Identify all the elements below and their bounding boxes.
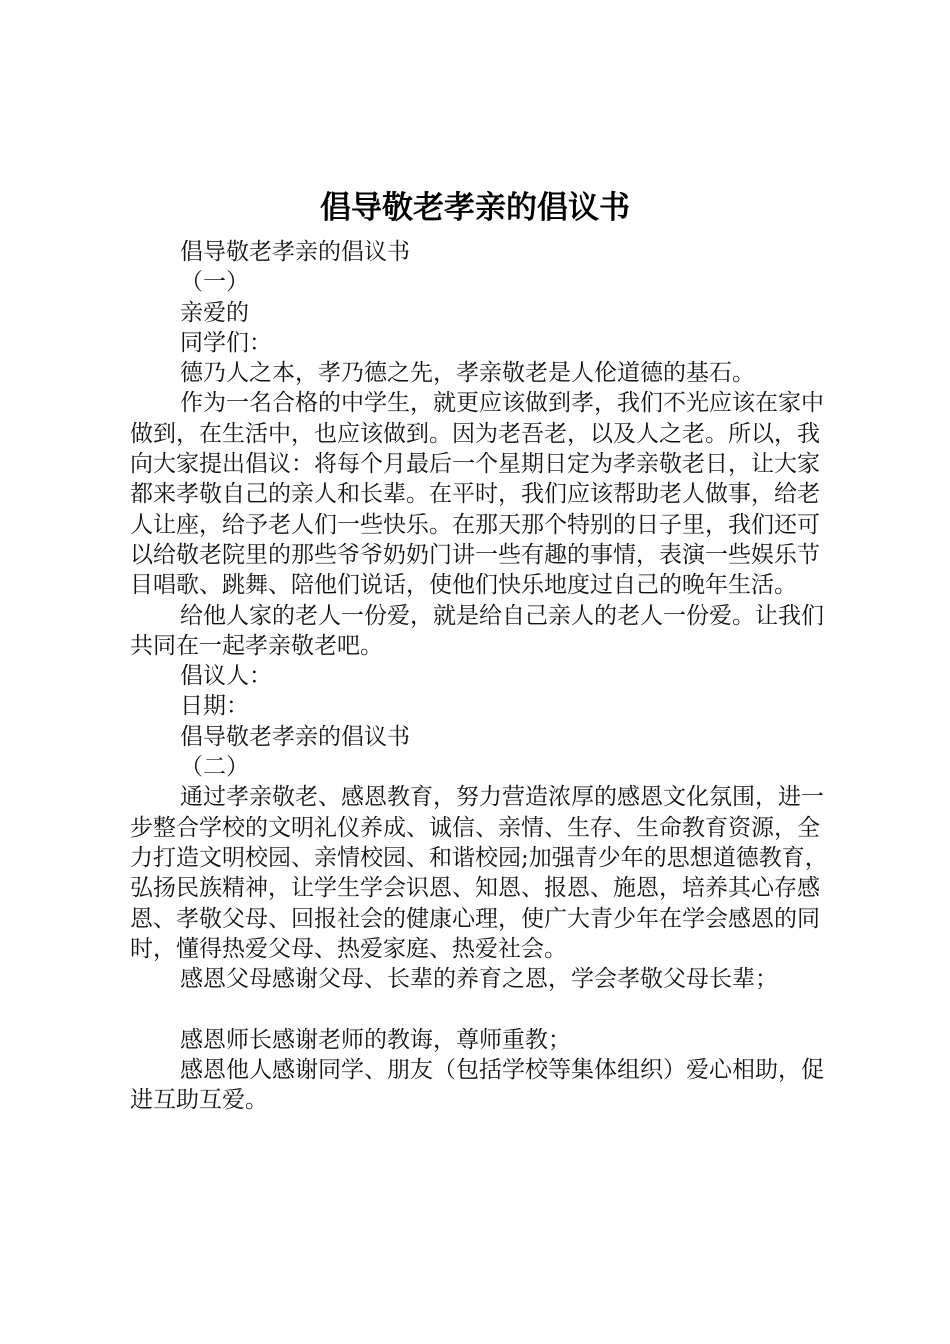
document-body xyxy=(130,237,830,1116)
paragraph-gratitude-teachers: 感恩师长感谢老师的教诲，尊师重教； xyxy=(180,1026,571,1053)
salutation-line-2: 同学们： xyxy=(180,329,272,356)
blank-line xyxy=(130,994,830,1024)
paragraph-gratitude-others: 感恩他人感谢同学、朋友（包括学校等集体组织）爱心相助，促进互助互爱。 xyxy=(130,1057,824,1114)
paragraph-intro: 德乃人之本，孝乃德之先，孝亲敬老是人伦道德的基石。 xyxy=(180,360,755,387)
paragraph-gratitude-education: 通过孝亲敬老、感恩教育，努力营造浓厚的感恩文化氛围，进一步整合学校的文明礼仪养成、诚信、亲情、生存、生命教育资源，全力打造文明校园、亲情校园、和谐校园;加强青少年的思想道德教育，弘扬民族精神，让学生学会识恩、知恩、报恩、施恩，培养其心存感恩、孝敬父母、回报社会的健康心理，使广大青少年在学会感恩的同时，懂得热爱父母、热爱家庭、热爱社会。 xyxy=(130,784,828,962)
paragraph-closing: 给他人家的老人一份爱，就是给自己亲人的老人一份爱。让我们共同在一起孝亲敬老吧。 xyxy=(130,602,824,659)
subtitle-1: 倡导敬老孝亲的倡议书 xyxy=(180,239,410,265)
section-number-1: （一） xyxy=(180,269,249,296)
section-number-2: （二） xyxy=(180,754,249,781)
date-label: 日期： xyxy=(180,693,249,720)
signatory-label: 倡议人： xyxy=(180,663,272,690)
subtitle-2: 倡导敬老孝亲的倡议书 xyxy=(180,723,410,750)
paragraph-gratitude-parents: 感恩父母感谢父母、长辈的养育之恩，学会孝敬父母长辈； xyxy=(180,966,778,993)
document-title: 倡导敬老孝亲的倡议书 xyxy=(320,190,630,226)
paragraph-proposal: 作为一名合格的中学生，就更应该做到孝，我们不光应该在家中做到，在生活中，也应该做到。因为老吾老，以及人之老。所以，我向大家提出倡议：将每个月最后一个星期日定为孝亲敬老日，让大家都来孝敬自己的亲人和长辈。在平时，我们应该帮助老人做事，给老人让座，给予老人们一些快乐。在那天那个特别的日子里，我们还可以给敬老院里的那些爷爷奶奶门讲一些有趣的事情，表演一些娱乐节目唱歌、跳舞、陪他们说话，使他们快乐地度过自己的晚年生活。 xyxy=(130,390,824,599)
salutation-line-1: 亲爱的 xyxy=(180,299,249,326)
